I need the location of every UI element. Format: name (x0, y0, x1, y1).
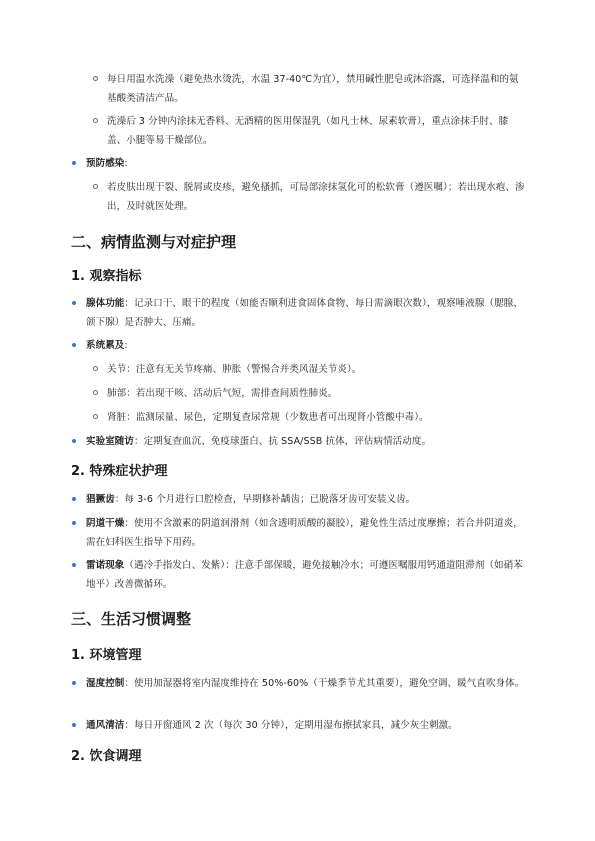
section-heading: 三、生活习惯调整 (71, 610, 192, 628)
circle-bullet-icon (93, 366, 98, 371)
list-item-text: 每日用温水洗澡（避免热水烫洗，水温 37-40℃为宜），禁用碱性肥皂或沐浴露，可选择温和的氨基酸类清洁产品。 (107, 74, 519, 104)
term-separator: ： (114, 494, 125, 505)
term-separator: ： (124, 518, 135, 529)
list-item-text: 记录口干、眼干的程度（如能否顺利进食固体食物、每日需滴眼次数），观察唾液腺（腮腺、颌下腺）是否肿大、压痛。 (86, 298, 523, 328)
term-label: 预防感染 (86, 158, 125, 169)
subsection-heading: 1. 观察指标 (71, 269, 142, 284)
term-label: 通风清洁 (86, 720, 125, 731)
term-separator: ： (124, 298, 135, 309)
list-item-text: 肺部：若出现干咳、活动后气短，需排查间质性肺炎。 (107, 388, 338, 399)
bullet-icon (72, 497, 76, 501)
term-separator: : (124, 158, 128, 169)
bullet-icon (72, 521, 76, 525)
term-separator: ： (124, 720, 135, 731)
list-item-text: 关节：注意有无关节疼痛、肿胀（警惕合并类风湿关节炎）。 (107, 364, 362, 375)
circle-bullet-icon (93, 390, 98, 395)
term-label: 湿度控制 (86, 678, 125, 689)
list-item-text: 肾脏：监测尿量、尿色，定期复查尿常规（少数患者可出现肾小管酸中毒）。 (107, 412, 429, 423)
term-separator: ： (124, 678, 135, 689)
bullet-icon (72, 439, 76, 443)
term-label: 腺体功能 (86, 298, 125, 309)
term-label: 实验室随访 (86, 436, 135, 447)
term-separator: : (124, 340, 128, 351)
term-separator: ： (134, 436, 144, 447)
list-item-text: 每日开窗通风 2 次（每次 30 分钟），定期用湿布擦拭家具，减少灰尘刺激。 (134, 720, 458, 731)
list-item-text: （遇冷手指发白、发紫）：注意手部保暖，避免接触冷水；可遵医嘱服用钙通道阻滞剂（如硝苯地平）改善微循环。 (86, 560, 523, 590)
circle-bullet-icon (93, 76, 98, 81)
term-label: 雷诺现象 (86, 560, 125, 571)
circle-bullet-icon (93, 414, 98, 419)
list-item-text: 定期复查血沉、免疫球蛋白、抗 SSA/SSB 抗体，评估病情活动度。 (143, 436, 432, 447)
subsection-heading: 1. 环境管理 (71, 648, 142, 663)
list-item-text: 使用加湿器将室内湿度维持在 50%-60%（干燥季节尤其重要），避免空调、暖气直吹身体。 (134, 678, 525, 689)
circle-bullet-icon (93, 184, 98, 189)
bullet-icon (72, 723, 76, 727)
bullet-icon (72, 301, 76, 305)
bullet-icon (72, 681, 76, 685)
bullet-icon (72, 343, 76, 347)
section-heading: 二、病情监测与对症护理 (71, 233, 237, 251)
list-item-text: 洗澡后 3 分钟内涂抹无香料、无酒精的医用保湿乳（如凡士林、尿素软膏），重点涂抹手肘、膝盖、小腿等易干燥部位。 (107, 116, 509, 146)
list-item-text: 使用不含激素的阴道润滑剂（如含透明质酸的凝胶），避免性生活过度摩擦；若合并阴道炎，需在妇科医生指导下用药。 (86, 518, 523, 548)
bullet-icon (72, 161, 76, 165)
subsection-heading: 2. 饮食调理 (71, 749, 142, 764)
list-item-text: 若皮肤出现干裂、脱屑或皮疹，避免搔抓，可局部涂抹氢化可的松软膏（遵医嘱）；若出现水疱、渗出，及时就医处理。 (107, 182, 525, 212)
term-label: 猖獗齿 (86, 494, 115, 505)
term-label: 系统累及 (86, 340, 125, 351)
term-label: 阴道干燥 (86, 518, 125, 529)
circle-bullet-icon (93, 118, 98, 123)
subsection-heading: 2. 特殊症状护理 (71, 464, 168, 479)
bullet-icon (72, 563, 76, 567)
list-item-text: 每 3-6 个月进行口腔检查，早期修补龋齿；已脱落牙齿可安装义齿。 (124, 494, 416, 505)
